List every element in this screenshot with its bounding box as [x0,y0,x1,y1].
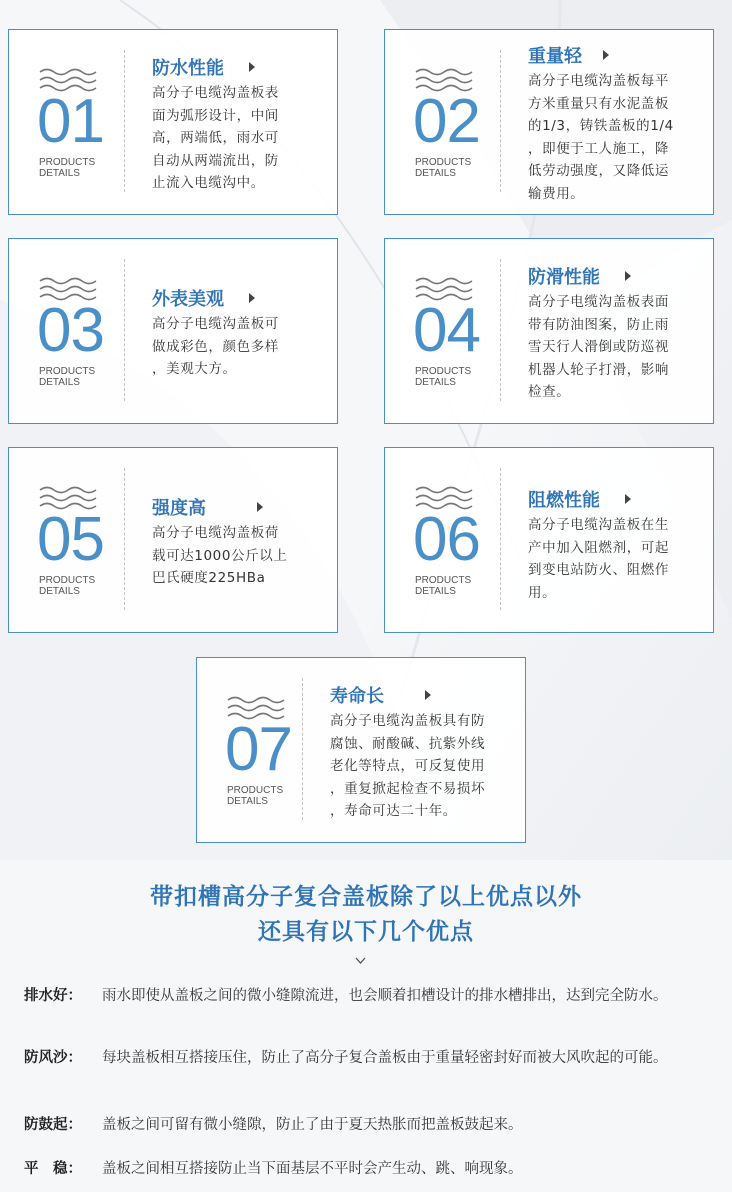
card-description: 高分子电缆沟盖板每平 方米重量只有水泥盖板 的1/3，铸铁盖板的1/4 ，即便于工人施工，降 低劳动强度，又降低运 输费用。 [528,73,674,202]
products-details-label: PRODUCTS DETAILS [227,785,284,807]
advantage-item-windproof [24,1046,714,1071]
products-details-label: PRODUCTS DETAILS [39,366,96,388]
feature-card-06 [384,447,714,633]
card-description: 高分子电缆沟盖板表 面为弧形设计，中间 高，两端低，雨水可 自动从两端流出，防 止流入电缆沟中。 [152,85,279,191]
card-description: 高分子电缆沟盖板可 做成彩色，颜色多样 ，美观大方。 [152,316,279,377]
dashed-divider [500,259,501,401]
dashed-divider [124,50,125,192]
card-title: 寿命长 [330,686,384,707]
products-details-label: PRODUCTS DETAILS [39,157,96,179]
feature-card-04 [384,238,714,424]
advantage-text: 盖板之间相互搭接防止当下面基层不平时会产生动、跳、响现象。 [102,1161,523,1177]
advantage-label: 平 稳： [24,1161,82,1177]
card-title: 防水性能 [152,58,224,79]
products-details-label: PRODUCTS DETAILS [39,575,96,597]
dashed-divider [500,50,501,192]
products-details-label: PRODUCTS DETAILS [415,157,472,179]
card-description: 高分子电缆沟盖板荷 载可达1000公斤以上 巴氏硬度225HBa [152,525,288,586]
card-number: 02 [413,87,480,156]
advantage-label: 防鼓起： [24,1117,82,1133]
card-title: 外表美观 [152,289,224,310]
card-number: 01 [37,87,104,156]
advantage-item-anti-bulge [24,1113,714,1138]
card-number: 03 [37,296,104,365]
card-description: 高分子电缆沟盖板具有防 腐蚀、耐酸碱、抗紫外线 老化等特点，可反复使用 ，重复掀起检查不易损坏 ，寿命可达二十年。 [330,713,486,819]
advantage-text: 雨水即使从盖板之间的微小缝隙流进，也会顺着扣槽设计的排水槽排出，达到完全防水。 [102,988,668,1004]
products-details-label: PRODUCTS DETAILS [415,575,472,597]
advantage-item-drainage [24,984,714,1009]
advantage-item-stable [24,1157,714,1182]
advantage-text: 盖板之间可留有微小缝隙，防止了由于夏天热胀而把盖板鼓起来。 [102,1117,523,1133]
dashed-divider [500,468,501,610]
card-number: 07 [225,715,292,784]
arrow-right-icon [625,494,631,504]
advantage-text: 每块盖板相互搭接压住，防止了高分子复合盖板由于重量轻密封好而被大风吹起的可能。 [102,1050,668,1066]
card-number: 04 [413,296,480,365]
arrow-right-icon [249,293,255,303]
card-title: 强度高 [152,498,206,519]
feature-card-03 [8,238,338,424]
card-description: 高分子电缆沟盖板表面 带有防油图案，防止雨 雪天行人滑倒或防巡视 机器人轮子打滑，影响 检查。 [528,294,669,400]
card-title: 防滑性能 [528,267,600,288]
dashed-divider [124,468,125,610]
arrow-right-icon [257,502,263,512]
card-description: 高分子电缆沟盖板在生 产中加入阻燃剂，可起 到变电站防火、阻燃作 用。 [528,517,669,601]
dashed-divider [302,678,303,820]
products-details-label: PRODUCTS DETAILS [415,366,472,388]
card-number: 05 [37,505,104,574]
card-title: 阻燃性能 [528,490,600,511]
arrow-right-icon [249,62,255,72]
feature-card-07 [196,657,526,843]
feature-card-01 [8,29,338,215]
arrow-right-icon [625,271,631,281]
feature-card-02 [384,29,714,215]
card-title: 重量轻 [528,46,582,67]
advantage-label: 排水好： [24,988,82,1004]
card-number: 06 [413,505,480,574]
chevron-down-icon [355,957,366,965]
headline-line-2: 还具有以下几个优点 [258,919,474,945]
dashed-divider [124,259,125,401]
advantage-label: 防风沙： [24,1050,82,1066]
headline-line-1: 带扣槽高分子复合盖板除了以上优点以外 [150,884,582,910]
arrow-right-icon [603,50,609,60]
arrow-right-icon [425,690,431,700]
feature-card-05 [8,447,338,633]
